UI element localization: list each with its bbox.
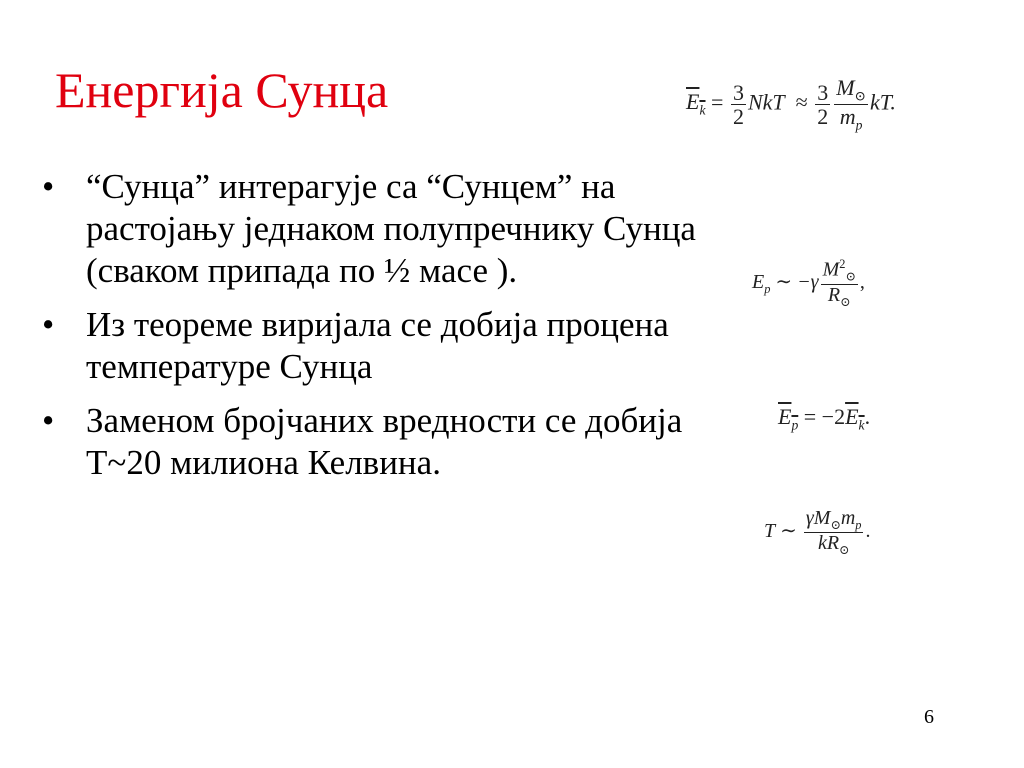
- formula-potential-energy: $E_p$ ∼ −γ $\frac{M^2_⊙}{R_⊙}$ ,: [752, 257, 865, 309]
- fraction: $\frac{M^2_⊙}{R_⊙}$: [822, 257, 856, 309]
- bullet-text: Заменом бројчаних вредности се добија T~20 милиона Келвина.: [86, 401, 683, 482]
- formula-temperature: T ∼ $\frac{\gamma M_⊙m_p}{kR_⊙}$ .: [764, 507, 871, 558]
- bullet-icon: •: [42, 401, 55, 440]
- fraction: $\frac{M_⊙}{m_p}$: [836, 75, 866, 133]
- page-number: 6: [924, 706, 934, 728]
- fraction: $\frac{3}{2}$: [817, 79, 829, 129]
- formula-virial: $E_p = -2E_k$.: [778, 404, 871, 433]
- bullet-text: Из теореме виријала се добија процена температуре Сунца: [86, 305, 669, 386]
- bullet-item: [40, 400, 720, 484]
- fraction: $\frac{\gamma M_⊙m_p}{kR_⊙}$: [805, 507, 862, 558]
- bullet-icon: •: [42, 305, 55, 344]
- bullet-text: “Сунца” интерагује са “Сунцем” на растојању једнаком полупречнику Сунца (сваком припада по ½ масе ).: [86, 167, 696, 290]
- bullet-icon: •: [42, 167, 55, 206]
- formula-kinetic-energy: $E_k$ = $\frac{3}{2}$ NkT ≈ $\frac{3}{2}$ $\frac{M_⊙}{m_p}$ kT.: [686, 75, 896, 133]
- bullet-list: [40, 166, 720, 496]
- slide-title: Енергија Сунца: [55, 62, 389, 118]
- bullet-item: [40, 166, 720, 292]
- formula-term: $E_k$: [686, 89, 706, 118]
- bullet-item: [40, 304, 720, 388]
- fraction: $\frac{3}{2}$: [732, 79, 744, 129]
